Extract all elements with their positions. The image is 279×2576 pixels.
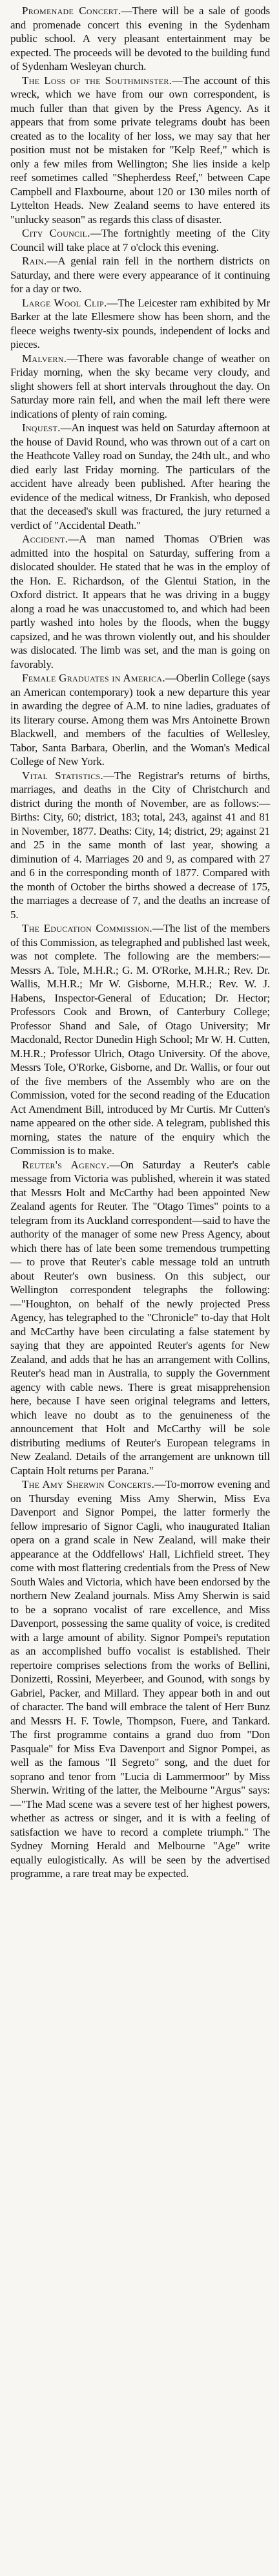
article-body: —A genial rain fell in the northern districts on Saturday, and there were every appearance of it continuing for a day or two. xyxy=(10,255,270,295)
article-heading: Vital Statistics. xyxy=(22,769,104,782)
article-body: —The account of this wreck, which we have from our own correspondent, is much fuller than that given by the Press Agency. As it appears that from some private telegrams doubt has been created as to the locality of her loss, we may say that her position must not be mistaken for "Kelp Reef," which is only a few miles from Wellington; She lies inside a kelp reef sometimes called "Shepherdess Reef," between Cape Campbell and Flaxbourne, about 120 or 130 miles north of Lyttelton Heads. New Zealand seems to have entered its "unlucky season" as regards this class of disaster. xyxy=(10,74,270,226)
article-body: —Oberlin College (says an American contemporary) took a new departure this year in awarding the degree of A.M. to nine ladies, graduates of its literary course. Among them was Mrs Antoinette Brown Blackwell, and members of the faculties of Wellesley, Tabor, Santa Barbara, Oberlin, and the Woman's Medical College of New York. xyxy=(10,672,270,767)
article-body: —To-morrow evening and on Thursday evening Miss Amy Sherwin, Miss Eva Davenport and Signor Pompei, the latter formerly the fellow impresario of Signor Cagli, who inaugurated Italian opera on a grand scale in New Zealand, will make their appearance at the Oddfellows' Hall, Lichfield street. They come with most flattering credentials from the Press of New South Wales and Victoria, which have been endorsed by the northern New Zealand journals. Miss Amy Sherwin is said to be a soprano vocalist of rare excellence, and Miss Davenport, possessing the same quality of voice, is credited with a large amount of ability. Signor Pompei's reputation as an accomplished buffo vocalist is established. Their repertoire comprises selections from the works of Bellini, Donizetti, Rossini, Meyerbeer, and Gounod, with songs by Gabriel, Packer, and Millard. They appear both in and out of character. The band will embrace the talent of Herr Bunz and Messrs H. F. Towle, Thompson, Fuere, and Tankard. The first programme contains a grand duo from "Don Pasquale" for Miss Eva Davenport and Signor Pompei, as well as the famous "Il Segreto" song, and the duet for soprano and tenor from "Lucia di Lammermoor" by Miss Sherwin. Writing of the latter, the Melbourne "Argus" says:—"The Mad scene was a severe test of her highest powers, whether as actress or singer, and it is with a feeling of satisfaction we have to record a complete triumph." The Sydney Morning Herald and Melbourne "Age" write equally eulogistically. As will be seen by the advertised programme, a rare treat may be expected. xyxy=(10,1478,270,1880)
article-body: —There was favorable change of weather on Friday morning, when the sky became very cloudy, and slight showers fell at short intervals throughout the day. On Saturday more rain fell, and when the mail left there were indications of plenty of rain coming. xyxy=(10,352,270,420)
article-body: —The Leicester ram exhibited by Mr Barker at the late Ellesmere show has been shorn, and the fleece weighs twenty-six pounds, independent of locks and pieces. xyxy=(10,296,270,350)
article-heading: Female Graduates in America. xyxy=(22,672,165,684)
article-education-commission xyxy=(10,921,270,1158)
article-reuters-agency xyxy=(10,1158,270,1478)
article-heading: Malvern. xyxy=(22,352,67,365)
article-body: —The Registrar's returns of births, marriages, and deaths in the City of Christchurch and district during the month of November, are as follows:—Births: City, 60; district, 183; total, 243, against 41 and 81 in November, 1877. Deaths: City, 14; district, 29; against 21 and 25 in the same month of last year, showing a diminution of 4. Marriages 20 and 9, as compared with 27 and 6 in the corresponding month of 1877. Compared with the month of October the births showed a decrease of 175, the marriages a decrease of 7, and the deaths an increase of 5. xyxy=(10,769,271,921)
article-body: —On Saturday a Reuter's cable message from Victoria was published, wherein it was stated that Messrs Holt and McCarthy had been appointed New Zealand agents for Reuter. The "Otago Times" points to a telegram from its Auckland correspondent—said to have the authority of the manager of some new Press Agency, about which there has of late been some tremendous trumpetting — to prove that Reuter's cable message told an untruth about Reuter's own business. On this subject, our Wellington correspondent telegraphs the following:—"Houghton, on behalf of the newly projected Press Agency, has telegraphed to the "Chronicle" to-day that Holt and McCarthy have been circulating a false statement by saying that they are appointed Reuter's agents for New Zealand, and adds that he has an arrangement with Collins, Reuter's head man in Australia, to supply the Government agency with cable news. There is great misapprehension here, because I have seen original telegrams and letters, which leave no doubt as to the genuineness of the announcement that Holt and McCarthy will be sole distributing mediums of Reuter's European telegrams in New Zealand. Details of the arrangement are unknown till Captain Holt returns per Parana." xyxy=(10,1158,270,1477)
article-body: —There will be a sale of goods and promenade concert this evening in the Sydenham public school. A very pleasant entertainment may be expected. The proceeds will be devoted to the building fund of Sydenham Wesleyan church. xyxy=(10,5,270,72)
article-heading: Large Wool Clip. xyxy=(22,296,107,309)
article-body: —The fortnightly meeting of the City Council will take place at 7 o'clock this evening. xyxy=(10,227,270,253)
article-southminster-loss xyxy=(10,74,270,227)
article-body: —The list of the members of this Commission, as telegraphed and published last week, was not complete. The following are the members:—Messrs A. Tole, M.H.R.; G. M. O'Rorke, M.H.R.; Rev. Dr. Wallis, M.H.R.; Mr W. Gisborne, M.H.R.; Rev. W. J. Habens, Inspector-General of Education; Dr. Hector; Professors Cook and Brown, of Canterbury College; Professor Shand and Sale, of Otago University; Mr Macdonald, Rector Dunedin High School; Mr W. H. Cutten, M.H.R.; Professor Ulrich, Otago University. Of the above, Messrs Tole, O'Rorke, Gisborne, and Dr. Wallis, or four out of the five members of the Assembly who are on the Commission, voted for the second reading of the Education Act Amendment Bill, introduced by Mr Curtis. Mr Cutten's name appeared on the other side. A telegram, published this morning, states the nature of the enquiry which the Commission is to make. xyxy=(10,922,270,1157)
article-body: —A man named Thomas O'Brien was admitted into the hospital on Saturday, suffering from a dislocated shoulder. He stated that he was in the employ of the Hon. E. Richardson, of the Glentui Station, in the Oxford district. It appears that he was driving in a buggy along a road he was unaccustomed to, and which had been partly washed into holes by the floods, when the buggy capsized, and he was thrown violently out, and his shoulder was dislocated. The limb was set, and the man is going on favorably. xyxy=(10,533,270,671)
article-heading: Accident. xyxy=(22,533,68,545)
article-heading: Inquest. xyxy=(22,422,61,434)
article-rain xyxy=(10,254,270,296)
article-female-graduates xyxy=(10,671,270,769)
article-vital-statistics xyxy=(10,769,270,922)
article-heading: Rain. xyxy=(22,255,47,267)
article-heading: Reuter's Agency. xyxy=(22,1158,110,1171)
news-column xyxy=(10,4,270,1881)
article-amy-sherwin-concerts xyxy=(10,1477,270,1881)
article-accident xyxy=(10,532,270,671)
article-promenade-concert xyxy=(10,4,270,74)
article-heading: The Education Commission. xyxy=(22,922,152,934)
article-body: —An inquest was held on Saturday afternoon at the house of David Round, who was thrown out of a cart on the Heathcote Valley road on Sunday, the 24th ult., and who died early last Friday morning. The particulars of the accident have already been published. After hearing the evidence of the medical witness, Dr Frankish, who deposed that the deceased's skull was fractured, the jury returned a verdict of "Accidental Death." xyxy=(10,422,270,531)
article-heading: City Council. xyxy=(22,227,90,239)
article-heading: Promenade Concert. xyxy=(22,5,121,17)
article-inquest xyxy=(10,421,270,532)
article-heading: The Loss of the Southminster. xyxy=(22,74,172,87)
article-heading: The Amy Sherwin Concerts. xyxy=(22,1478,155,1490)
article-large-wool-clip xyxy=(10,296,270,352)
article-city-council xyxy=(10,226,270,254)
article-malvern xyxy=(10,352,270,422)
